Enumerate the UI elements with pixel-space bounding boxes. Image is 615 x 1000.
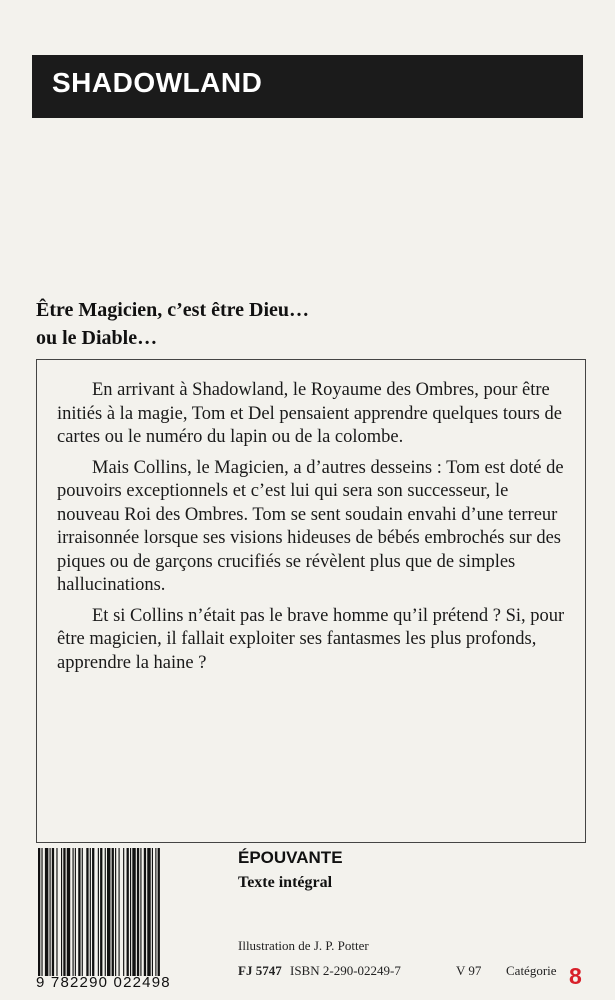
tagline bbox=[36, 296, 309, 352]
barcode-bar bbox=[107, 848, 110, 976]
barcode-bar bbox=[61, 848, 62, 976]
illustration-credit: Illustration de J. P. Potter bbox=[238, 938, 369, 953]
genre-subtitle: Texte intégral bbox=[238, 874, 333, 891]
barcode-bar bbox=[127, 848, 129, 976]
barcode-bar bbox=[98, 848, 99, 976]
barcode-digits: 9 782290 022498 bbox=[36, 974, 171, 991]
barcode-bar bbox=[92, 848, 94, 976]
barcode-bar bbox=[38, 848, 40, 976]
barcode-bar bbox=[137, 848, 139, 976]
barcode-bar bbox=[67, 848, 70, 976]
barcode-bar bbox=[82, 848, 83, 976]
barcode-bar bbox=[115, 848, 116, 976]
barcode-bar bbox=[50, 848, 51, 976]
barcode-bar bbox=[56, 848, 57, 976]
genre-label: ÉPOUVANTE bbox=[238, 848, 343, 867]
title-bar bbox=[32, 55, 583, 118]
barcode-bar bbox=[112, 848, 114, 976]
synopsis-paragraph-2: Mais Collins, le Magicien, a d’autres desseins : Tom est doté de pouvoirs exceptionnels et c’est lui qui sera son successeur, le nouveau Roi des Ombres. Tom se sent soudain envahi d’une terreur irraisonnée lorsque ses visions hideuses de bébés embrochés sur des piques ou de garçons crucifiés se révèlent plus que de simples hallucinations. bbox=[57, 457, 564, 595]
fj-code: FJ 5747 bbox=[238, 963, 282, 978]
barcode-bar bbox=[75, 848, 76, 976]
category-number: 8 bbox=[569, 963, 582, 989]
barcode-bar bbox=[86, 848, 88, 976]
barcode-bar bbox=[152, 848, 153, 976]
barcode-bar bbox=[78, 848, 80, 976]
category-label: Catégorie bbox=[506, 963, 557, 978]
tagline-line-1: Être Magicien, c’est être Dieu… bbox=[36, 299, 310, 321]
barcode-bar bbox=[123, 848, 124, 976]
barcode-bar bbox=[100, 848, 102, 976]
barcode-bar bbox=[41, 848, 42, 976]
book-title: SHADOWLAND bbox=[52, 67, 263, 98]
barcode-bar bbox=[132, 848, 135, 976]
barcode-bar bbox=[63, 848, 65, 976]
barcode-bar bbox=[52, 848, 54, 976]
synopsis-paragraph-1: En arrivant à Shadowland, le Royaume des Ombres, pour être initiés à la magie, Tom et Del pensaient apprendre quelques tours de cartes ou le numéro du lapin ou de la colombe. bbox=[57, 380, 562, 447]
synopsis-paragraph-3: Et si Collins n’était pas le brave homme qu’il prétend ? Si, pour être magicien, il fallait exploiter ses fantasmes les plus profonds, apprendre la haine ? bbox=[57, 605, 565, 673]
volume-code: V 97 bbox=[456, 963, 482, 978]
barcode-bar bbox=[155, 848, 156, 976]
barcode-bar bbox=[73, 848, 74, 976]
barcode-bar bbox=[140, 848, 141, 976]
barcode-bars bbox=[38, 848, 218, 976]
barcode-bar bbox=[45, 848, 48, 976]
barcode-bar bbox=[119, 848, 120, 976]
tagline-line-2: ou le Diable… bbox=[36, 327, 158, 349]
barcode-bar bbox=[158, 848, 160, 976]
barcode-bar bbox=[144, 848, 146, 976]
barcode bbox=[36, 848, 220, 996]
barcode-bar bbox=[90, 848, 91, 976]
barcode-bar bbox=[147, 848, 150, 976]
barcode-bar bbox=[105, 848, 106, 976]
barcode-bar bbox=[130, 848, 131, 976]
isbn: ISBN 2-290-02249-7 bbox=[290, 963, 401, 978]
synopsis-box bbox=[36, 359, 586, 843]
